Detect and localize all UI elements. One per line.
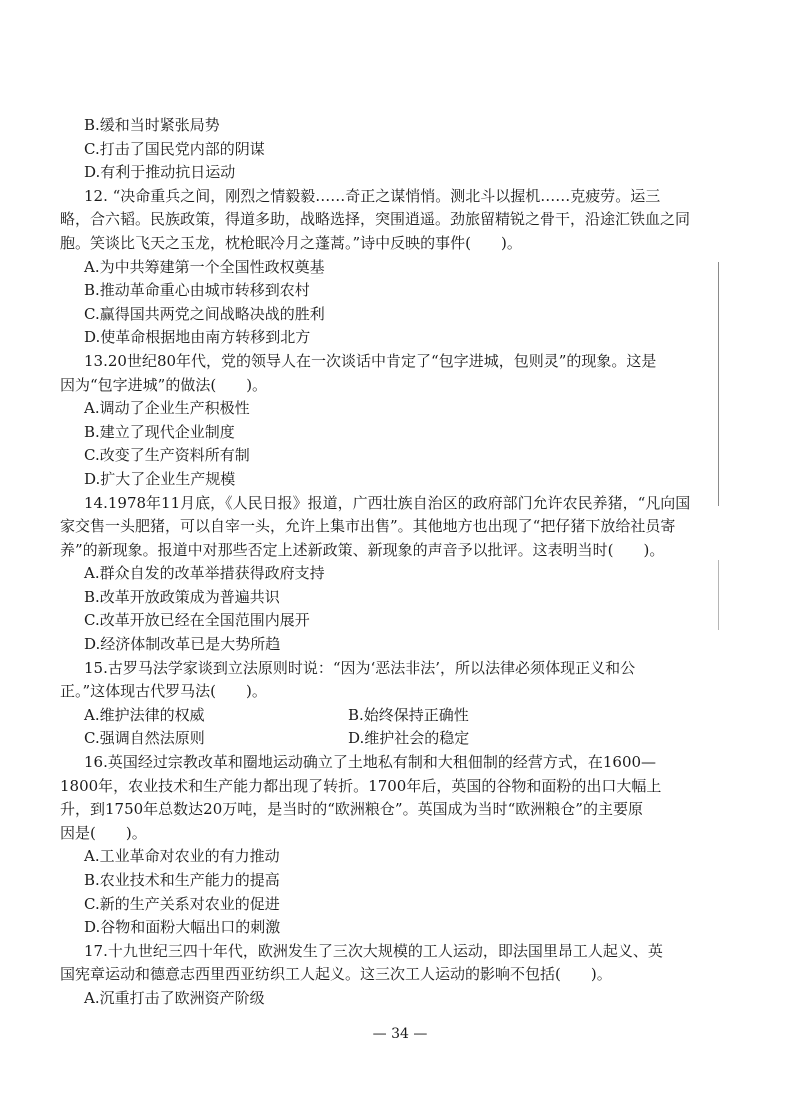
option-text: A.维护法律的权威 — [84, 705, 205, 724]
question-line: 养”的新现象。报道中对那些否定上述新政策、新现象的声音予以批评。这表明当时( )。 — [60, 540, 665, 559]
question-line: 16.英国经过宗教改革和圈地运动确立了土地私有制和大租佃制的经营方式，在1600— — [84, 753, 657, 772]
question-line: 略，合六韬。民族政策，得道多助，战略选择，突围逍遥。劲旅留精锐之骨干，沿途汇铁血之同 — [60, 210, 690, 229]
option-line: C.赢得国共两党之间战略决战的胜利 — [84, 304, 325, 323]
option-line: D.扩大了企业生产规模 — [84, 469, 236, 488]
option-line: D.有利于推动抗日运动 — [84, 163, 236, 182]
option-line: A.调动了企业生产积极性 — [84, 399, 250, 418]
option-row — [60, 704, 690, 728]
option-line: A.沉重打击了欧洲资产阶级 — [84, 988, 265, 1007]
question-line: 1800年，农业技术和生产能力都出现了转折。1700年后，英国的谷物和面粉的出口大幅上 — [60, 776, 662, 795]
question-line: 国宪章运动和德意志西里西亚纺织工人起义。这三次工人运动的影响不包括( )。 — [60, 965, 612, 984]
question-line: 15.古罗马法学家谈到立法原则时说：“因为‘恶法非法’，所以法律必须体现正义和公 — [84, 658, 636, 677]
option-line: A.工业革命对农业的有力推动 — [84, 847, 280, 866]
option-line: A.为中共筹建第一个全国性政权奠基 — [84, 257, 325, 276]
question-line: 家交售一头肥猪，可以自宰一头，允许上集市出售”。其他地方也出现了“把仔猪下放给社员寄 — [60, 517, 676, 536]
margin-rule-lower — [718, 560, 719, 630]
option-text: C.强调自然法原则 — [84, 729, 205, 748]
option-line: D.经济体制改革已是大势所趋 — [84, 635, 281, 654]
option-line: C.改革开放已经在全国范围内展开 — [84, 611, 310, 630]
option-line: B.改革开放政策成为普遍共识 — [84, 587, 280, 606]
question-line: 14.1978年11月底，《人民日报》报道，广西壮族自治区的政府部门允许农民养猪，“凡向国 — [84, 493, 690, 512]
option-line: C.改变了生产资料所有制 — [84, 446, 250, 465]
option-line: C.打击了国民党内部的阴谋 — [84, 139, 265, 158]
option-line: B.缓和当时紧张局势 — [84, 116, 220, 134]
option-text: B.始终保持正确性 — [348, 705, 469, 724]
question-line: 升，到1750年总数达20万吨，是当时的“欧洲粮仓”。英国成为当时“欧洲粮仓”的主要原 — [60, 800, 643, 819]
option-line: B.农业技术和生产能力的提高 — [84, 871, 280, 889]
question-line: 17.十九世纪三四十年代，欧洲发生了三次大规模的工人运动，即法国里昂工人起义、英 — [84, 941, 663, 960]
option-line: B.建立了现代企业制度 — [84, 422, 235, 441]
page-number: — 34 — — [372, 1026, 428, 1042]
question-line: 因是( )。 — [60, 823, 147, 842]
option-line: A.群众自发的改革举措获得政府支持 — [84, 564, 325, 583]
question-line: 正。”这体现古代罗马法( )。 — [60, 682, 267, 701]
option-row — [60, 727, 690, 751]
question-line: 胞。笑谈比飞天之玉龙，枕枪眠冷月之蓬蒿。”诗中反映的事件( )。 — [60, 233, 522, 252]
option-text: D.维护社会的稳定 — [348, 729, 470, 748]
question-line: 13.20世纪80年代，党的领导人在一次谈话中肯定了“包字进城，包则灵”的现象。这是 — [84, 351, 657, 370]
question-line: 因为“包字进城”的做法( )。 — [60, 375, 268, 394]
option-line: D.使革命根据地由南方转移到北方 — [84, 328, 311, 347]
question-line: 12. “决命重兵之间，刚烈之情毅毅……奇正之谋悄悄。测北斗以握机……克疲劳。运三 — [84, 186, 661, 205]
option-line: D.谷物和面粉大幅出口的刺激 — [84, 918, 281, 937]
option-line: C.新的生产关系对农业的促进 — [84, 894, 280, 913]
page-body — [60, 114, 690, 1011]
margin-rule — [718, 262, 719, 506]
option-line: B.推动革命重心由城市转移到农村 — [84, 281, 310, 300]
